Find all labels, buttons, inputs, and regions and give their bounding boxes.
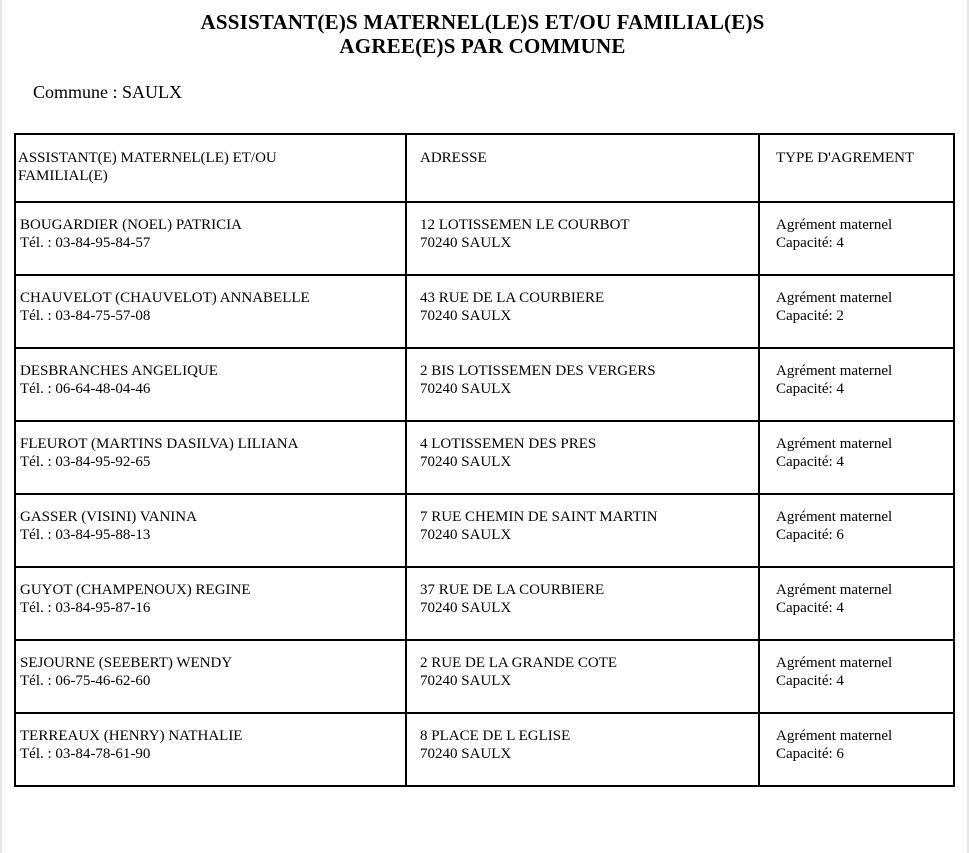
- agrement-capacity: Capacité: 4: [776, 673, 844, 689]
- agrement-type: Agrément maternel: [776, 290, 893, 306]
- cell-agrement: [759, 567, 954, 640]
- header-address: [406, 134, 759, 202]
- assistant-name: GASSER (VISINI) VANINA: [20, 509, 197, 525]
- commune-label: Commune : SAULX: [33, 82, 183, 102]
- cell-agrement: [759, 494, 954, 567]
- table-row: [15, 348, 954, 421]
- address-street: 2 BIS LOTISSEMEN DES VERGERS: [420, 363, 656, 379]
- agrement-capacity: Capacité: 6: [776, 746, 844, 762]
- cell-agrement: [759, 275, 954, 348]
- address-city: 70240 SAULX: [420, 308, 512, 324]
- cell-assistant: [15, 567, 406, 640]
- assistant-phone: Tél. : 03-84-95-88-13: [20, 527, 151, 543]
- agrement-type: Agrément maternel: [776, 436, 893, 452]
- table-row: [15, 713, 954, 786]
- cell-assistant: [15, 275, 406, 348]
- assistant-name: DESBRANCHES ANGELIQUE: [20, 363, 218, 379]
- document-title-line-1: ASSISTANT(E)S MATERNEL(LE)S ET/OU FAMILIAL(E)S: [200, 10, 765, 34]
- assistant-phone: Tél. : 03-84-95-92-65: [20, 454, 151, 470]
- address-city: 70240 SAULX: [420, 381, 512, 397]
- table-row: [15, 494, 954, 567]
- address-city: 70240 SAULX: [420, 673, 512, 689]
- agrement-capacity: Capacité: 4: [776, 600, 844, 616]
- header-address-label: ADRESSE: [420, 150, 487, 166]
- page-edge-left: [0, 0, 2, 853]
- address-street: 12 LOTISSEMEN LE COURBOT: [420, 217, 630, 233]
- cell-assistant: [15, 421, 406, 494]
- cell-address: [406, 348, 759, 421]
- address-street: 37 RUE DE LA COURBIERE: [420, 582, 605, 598]
- cell-address: [406, 202, 759, 275]
- assistant-phone: Tél. : 03-84-95-84-57: [20, 235, 151, 251]
- assistant-phone: Tél. : 06-75-46-62-60: [20, 673, 151, 689]
- agrement-type: Agrément maternel: [776, 217, 893, 233]
- assistant-phone: Tél. : 03-84-95-87-16: [20, 600, 151, 616]
- assistant-name: SEJOURNE (SEEBERT) WENDY: [20, 655, 233, 671]
- table-row: [15, 421, 954, 494]
- assistant-phone: Tél. : 06-64-48-04-46: [20, 381, 151, 397]
- address-street: 2 RUE DE LA GRANDE COTE: [420, 655, 618, 671]
- table-header-row: [15, 134, 954, 202]
- cell-agrement: [759, 348, 954, 421]
- table-row: [15, 275, 954, 348]
- address-city: 70240 SAULX: [420, 454, 512, 470]
- cell-assistant: [15, 713, 406, 786]
- agrement-capacity: Capacité: 6: [776, 527, 844, 543]
- cell-assistant: [15, 202, 406, 275]
- cell-address: [406, 494, 759, 567]
- address-street: 7 RUE CHEMIN DE SAINT MARTIN: [420, 509, 658, 525]
- header-type: [759, 134, 954, 202]
- assistant-name: TERREAUX (HENRY) NATHALIE: [20, 728, 243, 744]
- cell-agrement: [759, 640, 954, 713]
- cell-address: [406, 640, 759, 713]
- address-city: 70240 SAULX: [420, 527, 512, 543]
- assistants-table: [14, 133, 955, 787]
- assistant-name: FLEUROT (MARTINS DASILVA) LILIANA: [20, 436, 299, 452]
- cell-address: [406, 713, 759, 786]
- agrement-type: Agrément maternel: [776, 363, 893, 379]
- address-street: 4 LOTISSEMEN DES PRES: [420, 436, 597, 452]
- cell-agrement: [759, 713, 954, 786]
- cell-assistant: [15, 494, 406, 567]
- assistant-phone: Tél. : 03-84-75-57-08: [20, 308, 151, 324]
- table-body: [15, 202, 954, 786]
- address-street: 43 RUE DE LA COURBIERE: [420, 290, 605, 306]
- document-title: [0, 10, 965, 58]
- cell-address: [406, 421, 759, 494]
- address-city: 70240 SAULX: [420, 235, 512, 251]
- assistant-name: GUYOT (CHAMPENOUX) REGINE: [20, 582, 251, 598]
- table-row: [15, 640, 954, 713]
- header-name: [15, 134, 406, 202]
- address-street: 8 PLACE DE L EGLISE: [420, 728, 571, 744]
- agrement-capacity: Capacité: 4: [776, 454, 844, 470]
- table-row: [15, 567, 954, 640]
- assistant-name: BOUGARDIER (NOEL) PATRICIA: [20, 217, 242, 233]
- agrement-type: Agrément maternel: [776, 582, 893, 598]
- header-name-label: ASSISTANT(E) MATERNEL(LE) ET/OU FAMILIAL(E): [18, 150, 277, 184]
- cell-agrement: [759, 421, 954, 494]
- cell-assistant: [15, 640, 406, 713]
- assistant-phone: Tél. : 03-84-78-61-90: [20, 746, 151, 762]
- agrement-type: Agrément maternel: [776, 509, 893, 525]
- table-row: [15, 202, 954, 275]
- header-type-label: TYPE D'AGREMENT: [776, 150, 915, 166]
- cell-assistant: [15, 348, 406, 421]
- agrement-capacity: Capacité: 2: [776, 308, 844, 324]
- address-city: 70240 SAULX: [420, 600, 512, 616]
- agrement-capacity: Capacité: 4: [776, 381, 844, 397]
- agrement-type: Agrément maternel: [776, 728, 893, 744]
- agrement-capacity: Capacité: 4: [776, 235, 844, 251]
- cell-agrement: [759, 202, 954, 275]
- assistant-name: CHAUVELOT (CHAUVELOT) ANNABELLE: [20, 290, 310, 306]
- document-title-line-2: AGREE(E)S PAR COMMUNE: [339, 34, 626, 58]
- cell-address: [406, 567, 759, 640]
- address-city: 70240 SAULX: [420, 746, 512, 762]
- agrement-type: Agrément maternel: [776, 655, 893, 671]
- cell-address: [406, 275, 759, 348]
